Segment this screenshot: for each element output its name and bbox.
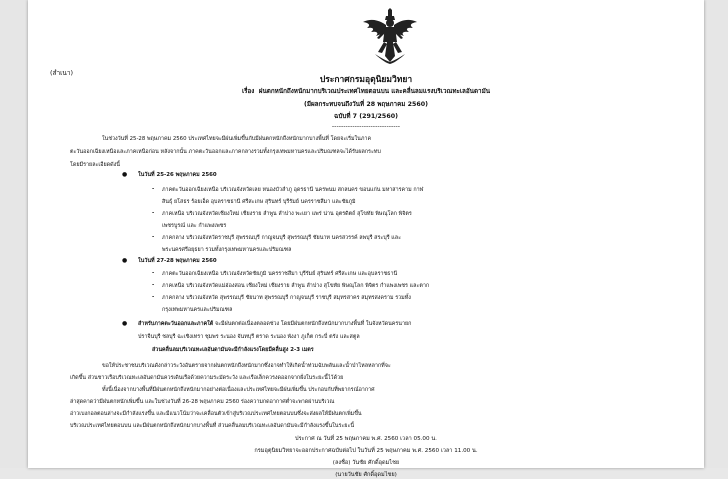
intro-line-3: โดยมีรายละเอียดดังนี้ <box>70 162 120 168</box>
bullet-icon: ● <box>122 257 128 264</box>
closing-line-1: ขอให้ประชาชนบริเวณดังกล่าวระวังอันตรายจากฝนตกหนักถึงหนักมากซึ่งอาจทำให้เกิดน้ำท่วมฉับพลันและน้ำป่าไหลหลากที่จะ <box>102 363 391 369</box>
east-line-3: ส่วนคลื่นลมบริเวณทะเลอันดามันจะมีกำลังแรงโดยมีคลื่นสูง 2-3 เมตร <box>152 347 314 353</box>
garuda-emblem <box>361 8 419 64</box>
signature-line: (ลงชื่อ) วันชัย ศักดิ์อุดมไชย <box>332 460 400 466</box>
day2-heading: ในวันที่ 27-28 พฤษภาคม 2560 <box>138 258 217 264</box>
day1-heading: ในวันที่ 25-26 พฤษภาคม 2560 <box>138 172 217 178</box>
announced-datetime: ประกาศ ณ วันที่ 25 พฤษภาคม พ.ศ. 2560 เวลา 05.00 น. <box>295 436 437 442</box>
next-issue-note: กรมอุตุนิยมวิทยาจะออกประกาศฉบับต่อไป ในวันที่ 25 พฤษภาคม พ.ศ. 2560 เวลา 11.00 น. <box>254 448 478 454</box>
intro-line-1: ในช่วงวันที่ 25-28 พฤษภาคม 2560 ประเทศไทยจะมีฝนเพิ่มขึ้นกับมีฝนตกหนักถึงหนักมากบางพื้นที่ โดยจะเริ่มในภาค <box>102 136 372 142</box>
day1-item-2-line-2: เพชรบูรณ์ และ กำแพงเพชร <box>162 223 227 229</box>
bullet-icon: ● <box>122 171 128 178</box>
signer-name: (นายวันชัย ศักดิ์อุดมไชย) <box>335 472 397 478</box>
east-line-1-text: จะมีฝนตกต่อเนื่องตลอดช่วง โดยมีฝนตกหนักถึงหนักมากบางพื้นที่ ในจังหวัดนครนายก <box>214 321 412 327</box>
bullet-icon: ● <box>122 320 128 327</box>
subject-text: ฝนตกหนักถึงหนักมากบริเวณประเทศไทยตอนบน และคลื่นลมแรงบริเวณทะเลอันดามัน <box>258 88 491 95</box>
announcement-title: ประกาศกรมอุตุนิยมวิทยา <box>319 75 413 85</box>
day1-item-3-line-1: ภาคกลาง บริเวณจังหวัดราชบุรี สุพรรณบุรี กาญจนบุรี สุพรรณบุรี ชัยนาท นครสวรรค์ ลพบุรี สระบุรี และ <box>162 235 401 241</box>
closing-line-2: เกิดขึ้น ส่วนชาวเรือบริเวณทะเลอันดามันควรเดินเรือด้วยความระมัดระวัง และเรือเล็กควรงดออกจากฝั่งในระยะนี้ไว้ด้วย <box>70 375 344 381</box>
closing-line-4: ล่าสุดคาดว่ามีฝนตกหนักเพิ่มขึ้น และในช่วงวันที่ 26-28 พฤษภาคม 2560 ร่องความกดอากาศต่ำจะพาดผ่านบริเวณ <box>70 399 335 405</box>
day2-item-3-line-1: ภาคกลาง บริเวณจังหวัด สุพรรณบุรี ชัยนาท สุพรรณบุรี กาญจนบุรี ราชบุรี สมุทรสาคร สมุทรสงคราม รวมทั้ง <box>162 295 411 301</box>
closing-line-5: อ่าวเบงกอลตอนล่างจะมีกำลังแรงขึ้น และมีแนวโน้มว่าจะเคลื่อนตัวเข้าสู่บริเวณประเทศไทยตอนบนซึ่งจะส่งผลให้มีฝนตกเพิ่มขึ้น <box>70 411 362 417</box>
document-page <box>28 0 704 478</box>
effective-period: (มีผลกระทบจนถึงวันที่ 28 พฤษภาคม 2560) <box>303 101 429 108</box>
dash-icon: - <box>152 210 155 216</box>
dash-icon: - <box>152 270 155 276</box>
day1-item-3-line-2: พระนครศรีอยุธยา รวมทั้งกรุงเทพมหานครและปริมณฑล <box>162 247 292 253</box>
announcement-subject <box>28 86 704 96</box>
day2-item-1-line-1: ภาคตะวันออกเฉียงเหนือ บริเวณจังหวัดชัยภูมิ นครราชสีมา บุรีรัมย์ สุรินทร์ ศรีสะเกษ และอุบลราชธานี <box>162 271 398 277</box>
day2-item-2-line-1: ภาคเหนือ บริเวณจังหวัดแม่ฮ่องสอน เชียงใหม่ เชียงราย ลำพูน ลำปาง สุโขทัย พิษณุโลก พิจิตร กำแพงเพชร และตาก <box>162 283 430 289</box>
separator-line: ------------------------------ <box>331 123 401 130</box>
copy-label: (สำเนา) <box>50 69 74 77</box>
dash-icon: - <box>152 294 155 300</box>
closing-line-3: ทั้งนี้เนื่องจากบางพื้นที่มีฝนตกหนักถึงหนักมากอย่างต่อเนื่องและประเทศไทยจะมีฝนเพิ่มขึ้น ประกอบกับที่พยากรณ์อากาศ <box>102 387 375 393</box>
issue-number: ฉบับที่ 7 (291/2560) <box>334 113 398 120</box>
dash-icon: - <box>152 186 155 192</box>
closing-line-6: บริเวณประเทศไทยตอนบน และมีฝนตกหนักถึงหนักมากบางพื้นที่ ส่วนคลื่นลมบริเวณทะเลอันดามันจะมีกำลังแรงขึ้นในระยะนี้ <box>70 423 355 429</box>
dash-icon: - <box>152 234 155 240</box>
intro-line-2: ตะวันออกเฉียงเหนือและภาคเหนือก่อน หลังจากนั้น ภาคตะวันออกและภาคกลางรวมทั้งกรุงเทพมหานครและปริมณฑลจะได้รับผลกระทบ <box>70 149 381 155</box>
east-line-2: ปราจีนบุรี ชลบุรี ฉะเชิงเทรา ชุมพร ระนอง จันทบุรี ตราด ระนอง พังงา ภูเก็ต กระบี่ ตรัง และสตูล <box>138 334 360 340</box>
day1-item-1-line-1: ภาคตะวันออกเฉียงเหนือ บริเวณจังหวัดเลย หนองบัวลำภู อุดรธานี นครพนม สกลนคร ขอนแก่น มหาสารคาม กาฬ <box>162 187 424 193</box>
dash-icon: - <box>152 282 155 288</box>
day1-item-2-line-1: ภาคเหนือ บริเวณจังหวัดเชียงใหม่ เชียงราย ลำพูน ลำปาง พะเยา แพร่ น่าน อุตรดิตถ์ สุโขทัย พิษณุโลก พิจิตร <box>162 211 412 217</box>
east-heading: สำหรับภาคตะวันออกและภาคใต้ <box>138 321 214 327</box>
day1-item-1-line-2: สินธุ์ ยโสธร ร้อยเอ็ด อุบลราชธานี ศรีสะเกษ สุรินทร์ บุรีรัมย์ นครราชสีมา และชัยภูมิ <box>162 199 356 205</box>
east-line-1 <box>138 318 411 331</box>
day2-item-3-line-2: กรุงเทพมหานครและปริมณฑล <box>162 307 233 313</box>
subject-label: เรื่อง <box>241 88 255 95</box>
